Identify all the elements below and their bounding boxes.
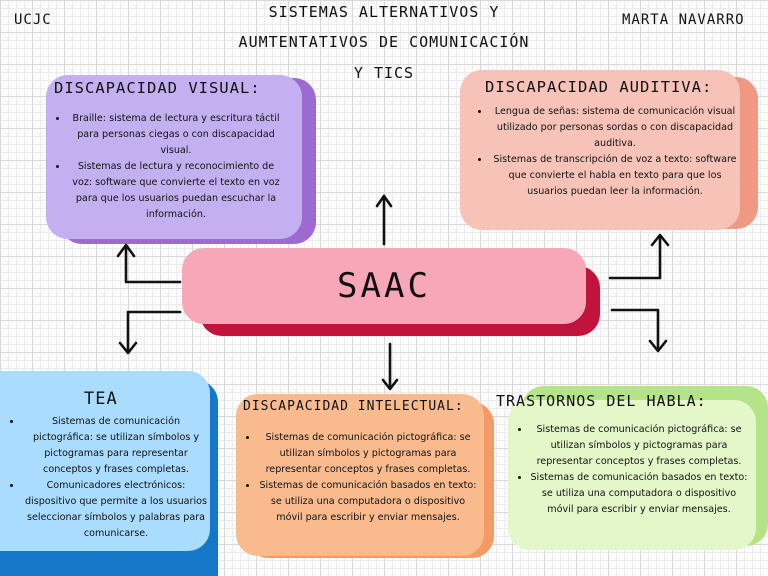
tea-card-title: TEA — [84, 389, 118, 409]
habla-item-1: • Sistemas de comunicación pictográfica: se utilizan símbolos y pictogramas para representar conceptos y frases completas. — [530, 422, 748, 470]
auditiva-item-1: • Lengua de señas: sistema de comunicación visual utilizado por personas sordas o con discapacidad auditiva. — [490, 104, 740, 152]
visual-item-1: • Braille: sistema de lectura y escritura táctil para personas ciegas o con discapacidad visual. — [68, 111, 284, 159]
tea-item-1: • Sistemas de comunicación pictográfica: se utilizan símbolos y pictogramas para representar conceptos y frases completas. — [22, 414, 210, 478]
title-line-3: Y TICS — [353, 64, 415, 82]
arrow-left-up — [126, 246, 180, 282]
title-line-2: AUMTENTATIVOS DE COMUNICACIÓN — [238, 33, 530, 51]
header-right-label: MARTA NAVARRO — [622, 12, 745, 28]
tea-item-2: • Comunicadores electrónicos: dispositivo que permite a los usuarios seleccionar símbolos y palabras para comunicarse. — [22, 478, 210, 542]
center-label: SAAC — [337, 266, 431, 306]
header-left-label: UCJC — [14, 12, 52, 28]
auditiva-card-title: DISCAPACIDAD AUDITIVA: — [485, 78, 713, 96]
visual-item-2: • Sistemas de lectura y reconocimiento de voz: software que convierte el texto en voz para que los usuarios puedan escuchar la información. — [68, 159, 284, 223]
habla-card-title: TRASTORNOS DEL HABLA: — [496, 392, 707, 410]
intelectual-item-2: • Sistemas de comunicación basados en texto: se utiliza una computadora o dispositivo móvil para escribir y enviar mensajes. — [258, 478, 478, 526]
arrow-left-down — [128, 312, 180, 352]
habla-item-2: • Sistemas de comunicación basados en texto: se utiliza una computadora o dispositivo móvil para escribir y enviar mensajes. — [530, 470, 748, 518]
auditiva-item-2: • Sistemas de transcripción de voz a texto: software que convierte el habla en texto para que los usuarios puedan leer la información. — [490, 152, 740, 200]
visual-card-title: DISCAPACIDAD VISUAL: — [54, 79, 261, 97]
intelectual-item-1: • Sistemas de comunicación pictográfica: se utilizan símbolos y pictogramas para representar conceptos y frases completas. — [258, 430, 478, 478]
title-line-1: SISTEMAS ALTERNATIVOS Y — [268, 3, 500, 21]
intelectual-card-title: DISCAPACIDAD INTELECTUAL: — [243, 399, 464, 414]
